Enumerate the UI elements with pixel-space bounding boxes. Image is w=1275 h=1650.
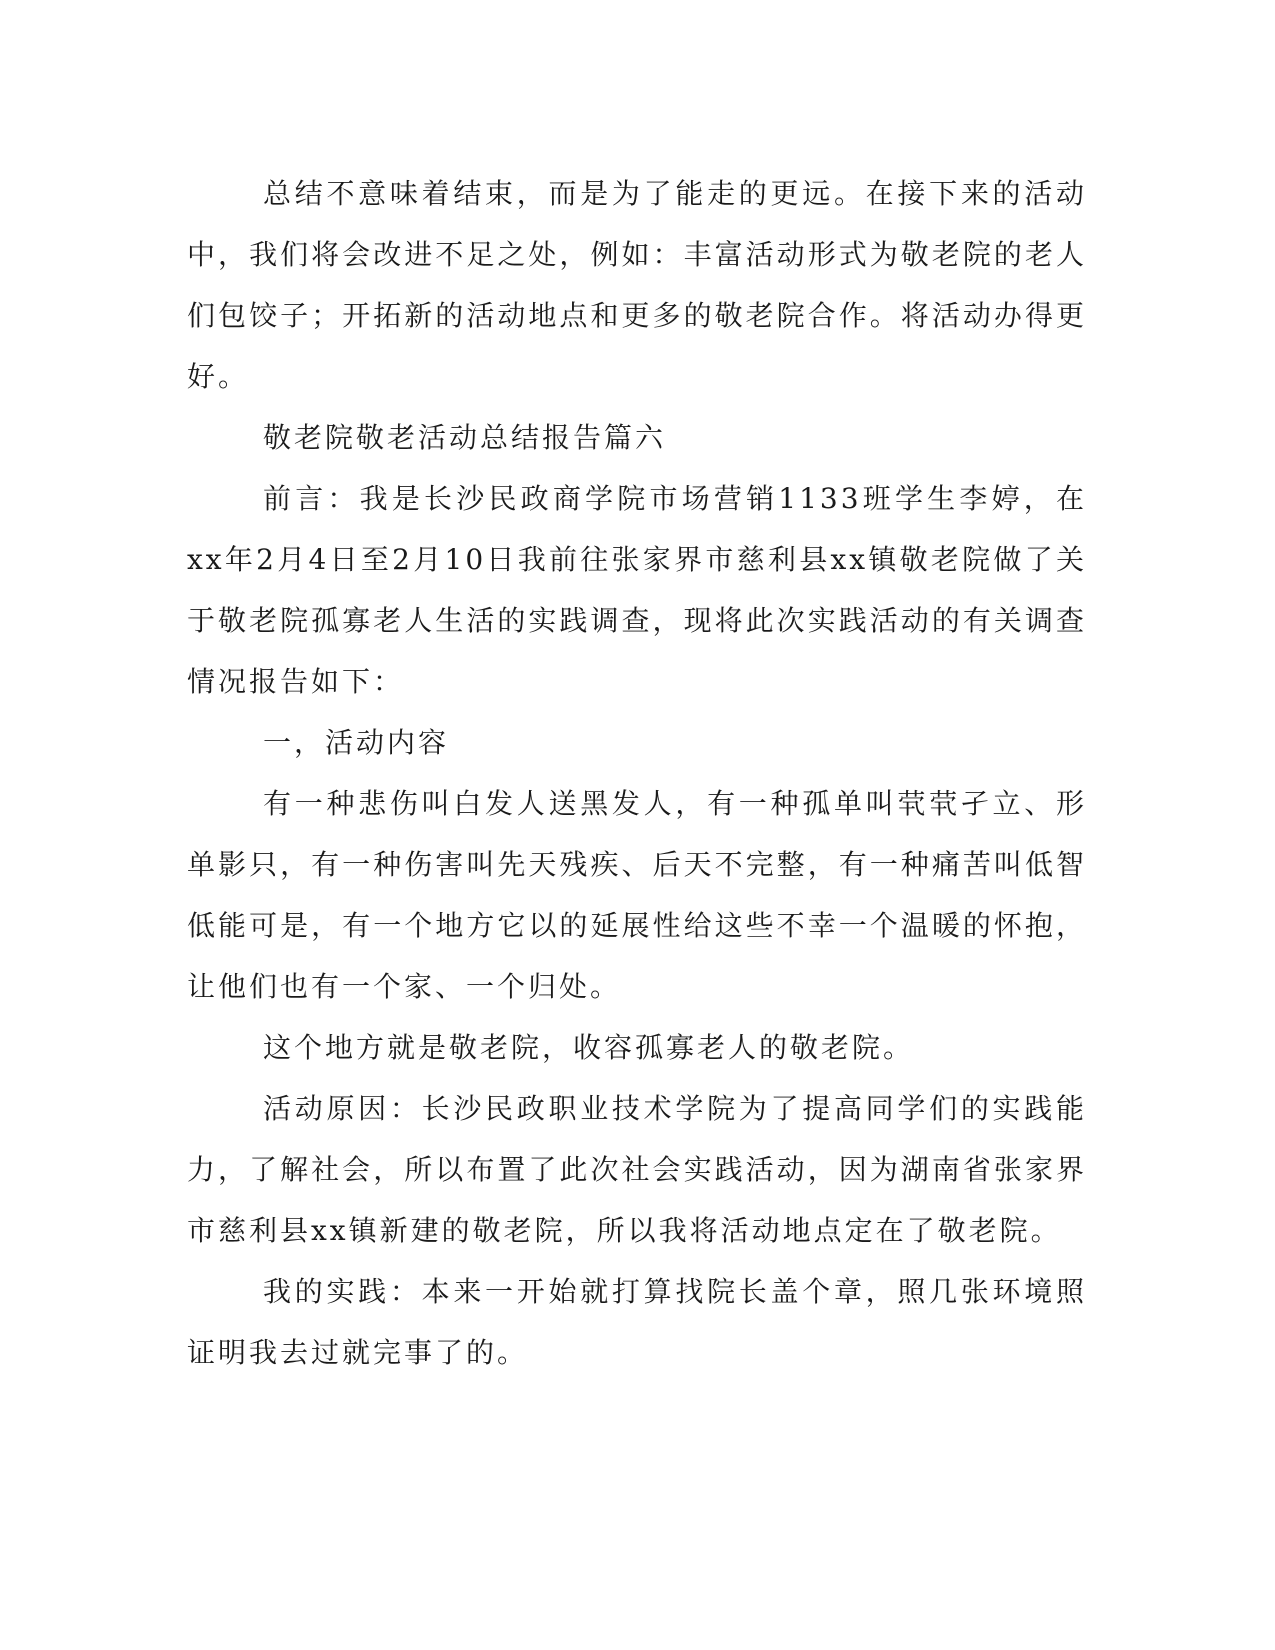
paragraph-my-practice: 我的实践：本来一开始就打算找院长盖个章，照几张环境照证明我去过就完事了的。 xyxy=(187,1275,1087,1369)
paragraph-activity-reason: 活动原因：长沙民政职业技术学院为了提高同学们的实践能力，了解社会，所以布置了此次社会实践活动，因为湖南省张家界市慈利县xx镇新建的敬老院，所以我将活动地点定在了敬老院。 xyxy=(187,1092,1087,1247)
paragraph-nursing-home: 这个地方就是敬老院，收容孤寡老人的敬老院。 xyxy=(263,1031,915,1064)
section-title: 敬老院敬老活动总结报告篇六 xyxy=(263,421,667,454)
section-heading-activity-content: 一，活动内容 xyxy=(263,726,450,759)
paragraph-summary: 总结不意味着结束，而是为了能走的更远。在接下来的活动中，我们将会改进不足之处，例如：丰富活动形式为敬老院的老人们包饺子；开拓新的活动地点和更多的敬老院合作。将活动办得更好。 xyxy=(187,177,1087,393)
paragraph-preface: 前言：我是长沙民政商学院市场营销1133班学生李婷，在xx年2月4日至2月10日我前往张家界市慈利县xx镇敬老院做了关于敬老院孤寡老人生活的实践调查，现将此次实践活动的有关调查情况报告如下： xyxy=(187,482,1087,698)
document-body xyxy=(187,163,1087,1383)
paragraph-sorrow: 有一种悲伤叫白发人送黑发人，有一种孤单叫茕茕孑立、形单影只，有一种伤害叫先天残疾、后天不完整，有一种痛苦叫低智低能可是，有一个地方它以的延展性给这些不幸一个温暖的怀抱，让他们也有一个家、一个归处。 xyxy=(187,787,1087,1003)
